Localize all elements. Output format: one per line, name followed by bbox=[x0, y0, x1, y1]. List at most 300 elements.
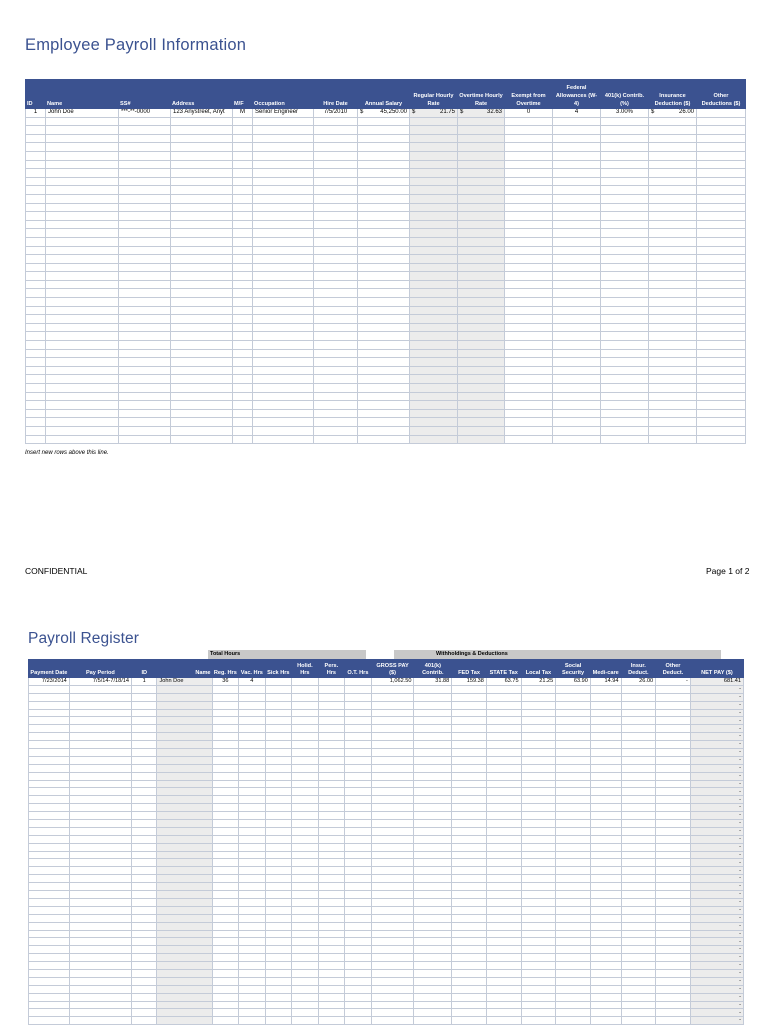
cell-name[interactable]: John Doe bbox=[157, 678, 212, 686]
empty-cell[interactable] bbox=[458, 426, 505, 435]
empty-cell[interactable] bbox=[345, 993, 372, 1001]
header-cell[interactable]: ID bbox=[26, 80, 46, 109]
empty-cell[interactable] bbox=[486, 741, 521, 749]
empty-cell[interactable] bbox=[452, 709, 487, 717]
empty-cell[interactable] bbox=[265, 772, 292, 780]
empty-cell[interactable] bbox=[621, 859, 656, 867]
empty-cell[interactable] bbox=[212, 788, 239, 796]
empty-cell[interactable] bbox=[556, 788, 591, 796]
empty-cell[interactable] bbox=[649, 298, 697, 307]
empty-cell[interactable] bbox=[601, 177, 649, 186]
cell-net-pay[interactable]: - bbox=[690, 780, 743, 788]
empty-cell[interactable] bbox=[414, 906, 452, 914]
empty-cell[interactable] bbox=[656, 804, 691, 812]
empty-cell[interactable] bbox=[345, 733, 372, 741]
empty-cell[interactable] bbox=[314, 263, 358, 272]
empty-cell[interactable] bbox=[458, 289, 505, 298]
empty-cell[interactable] bbox=[265, 1009, 292, 1017]
empty-cell[interactable] bbox=[69, 851, 131, 859]
empty-cell[interactable] bbox=[656, 875, 691, 883]
header-cell[interactable]: NET PAY ($) bbox=[690, 660, 743, 678]
empty-cell[interactable] bbox=[239, 898, 266, 906]
empty-cell[interactable] bbox=[212, 804, 239, 812]
empty-cell[interactable] bbox=[486, 914, 521, 922]
empty-cell[interactable] bbox=[171, 169, 233, 178]
cell-net-pay[interactable]: - bbox=[690, 1001, 743, 1009]
empty-cell[interactable] bbox=[157, 875, 212, 883]
empty-cell[interactable] bbox=[371, 851, 414, 859]
empty-cell[interactable] bbox=[621, 796, 656, 804]
empty-cell[interactable] bbox=[69, 788, 131, 796]
empty-cell[interactable] bbox=[414, 827, 452, 835]
empty-cell[interactable] bbox=[157, 946, 212, 954]
empty-cell[interactable] bbox=[292, 685, 319, 693]
empty-cell[interactable] bbox=[649, 229, 697, 238]
empty-cell[interactable] bbox=[314, 186, 358, 195]
empty-cell[interactable] bbox=[371, 962, 414, 970]
empty-cell[interactable] bbox=[171, 237, 233, 246]
empty-cell[interactable] bbox=[233, 272, 253, 281]
empty-cell[interactable] bbox=[649, 151, 697, 160]
empty-cell[interactable] bbox=[239, 820, 266, 828]
empty-cell[interactable] bbox=[621, 827, 656, 835]
cell-net-pay[interactable]: - bbox=[690, 835, 743, 843]
empty-cell[interactable] bbox=[697, 358, 746, 367]
empty-cell[interactable] bbox=[505, 169, 553, 178]
empty-cell[interactable] bbox=[212, 764, 239, 772]
cell-net-pay[interactable]: - bbox=[690, 685, 743, 693]
empty-cell[interactable] bbox=[292, 946, 319, 954]
empty-cell[interactable] bbox=[345, 764, 372, 772]
empty-cell[interactable] bbox=[239, 969, 266, 977]
header-cell[interactable]: 401(k) Contrib. (%) bbox=[601, 80, 649, 109]
empty-cell[interactable] bbox=[553, 418, 601, 427]
empty-cell[interactable] bbox=[458, 212, 505, 221]
empty-cell[interactable] bbox=[505, 298, 553, 307]
empty-cell[interactable] bbox=[171, 289, 233, 298]
empty-cell[interactable] bbox=[452, 883, 487, 891]
empty-cell[interactable] bbox=[556, 804, 591, 812]
empty-cell[interactable] bbox=[171, 177, 233, 186]
empty-cell[interactable] bbox=[414, 883, 452, 891]
empty-cell[interactable] bbox=[265, 796, 292, 804]
empty-cell[interactable] bbox=[132, 962, 157, 970]
empty-cell[interactable] bbox=[590, 772, 621, 780]
empty-cell[interactable] bbox=[505, 134, 553, 143]
empty-cell[interactable] bbox=[452, 954, 487, 962]
empty-cell[interactable] bbox=[486, 1001, 521, 1009]
empty-cell[interactable] bbox=[521, 693, 556, 701]
empty-cell[interactable] bbox=[458, 117, 505, 126]
empty-cell[interactable] bbox=[649, 409, 697, 418]
empty-cell[interactable] bbox=[132, 914, 157, 922]
empty-cell[interactable] bbox=[26, 409, 46, 418]
empty-cell[interactable] bbox=[292, 812, 319, 820]
empty-cell[interactable] bbox=[233, 392, 253, 401]
empty-cell[interactable] bbox=[46, 323, 119, 332]
empty-cell[interactable] bbox=[171, 143, 233, 152]
empty-cell[interactable] bbox=[157, 780, 212, 788]
empty-cell[interactable] bbox=[414, 859, 452, 867]
empty-cell[interactable] bbox=[649, 435, 697, 444]
empty-cell[interactable] bbox=[556, 733, 591, 741]
cell-mf[interactable]: M bbox=[233, 109, 253, 118]
empty-cell[interactable] bbox=[119, 220, 171, 229]
empty-cell[interactable] bbox=[26, 194, 46, 203]
empty-cell[interactable] bbox=[410, 237, 458, 246]
empty-cell[interactable] bbox=[649, 280, 697, 289]
empty-cell[interactable] bbox=[29, 969, 70, 977]
empty-cell[interactable] bbox=[371, 772, 414, 780]
empty-cell[interactable] bbox=[26, 151, 46, 160]
empty-cell[interactable] bbox=[119, 315, 171, 324]
empty-cell[interactable] bbox=[521, 859, 556, 867]
empty-cell[interactable] bbox=[314, 134, 358, 143]
empty-cell[interactable] bbox=[132, 969, 157, 977]
empty-cell[interactable] bbox=[486, 685, 521, 693]
empty-cell[interactable] bbox=[358, 332, 410, 341]
cell-vac-hrs[interactable]: 4 bbox=[239, 678, 266, 686]
empty-cell[interactable] bbox=[26, 401, 46, 410]
cell-ot-rate[interactable] bbox=[458, 109, 505, 118]
empty-cell[interactable] bbox=[26, 212, 46, 221]
empty-cell[interactable] bbox=[345, 891, 372, 899]
empty-cell[interactable] bbox=[505, 384, 553, 393]
empty-cell[interactable] bbox=[553, 298, 601, 307]
empty-cell[interactable] bbox=[292, 709, 319, 717]
empty-cell[interactable] bbox=[265, 962, 292, 970]
empty-cell[interactable] bbox=[292, 756, 319, 764]
empty-cell[interactable] bbox=[345, 859, 372, 867]
empty-cell[interactable] bbox=[157, 851, 212, 859]
empty-cell[interactable] bbox=[521, 756, 556, 764]
empty-cell[interactable] bbox=[505, 426, 553, 435]
empty-cell[interactable] bbox=[601, 435, 649, 444]
empty-cell[interactable] bbox=[505, 375, 553, 384]
empty-cell[interactable] bbox=[265, 725, 292, 733]
empty-cell[interactable] bbox=[239, 946, 266, 954]
empty-cell[interactable] bbox=[318, 851, 345, 859]
empty-cell[interactable] bbox=[292, 859, 319, 867]
empty-cell[interactable] bbox=[621, 812, 656, 820]
empty-cell[interactable] bbox=[314, 349, 358, 358]
empty-cell[interactable] bbox=[314, 169, 358, 178]
empty-cell[interactable] bbox=[621, 891, 656, 899]
header-cell[interactable]: GROSS PAY ($) bbox=[371, 660, 414, 678]
empty-cell[interactable] bbox=[46, 306, 119, 315]
empty-cell[interactable] bbox=[265, 906, 292, 914]
empty-cell[interactable] bbox=[239, 812, 266, 820]
empty-cell[interactable] bbox=[171, 392, 233, 401]
empty-cell[interactable] bbox=[233, 349, 253, 358]
empty-cell[interactable] bbox=[292, 898, 319, 906]
empty-cell[interactable] bbox=[358, 126, 410, 135]
empty-cell[interactable] bbox=[486, 993, 521, 1001]
empty-cell[interactable] bbox=[358, 426, 410, 435]
empty-cell[interactable] bbox=[649, 143, 697, 152]
empty-cell[interactable] bbox=[253, 255, 314, 264]
empty-cell[interactable] bbox=[697, 151, 746, 160]
empty-cell[interactable] bbox=[649, 349, 697, 358]
empty-cell[interactable] bbox=[649, 220, 697, 229]
empty-cell[interactable] bbox=[318, 1001, 345, 1009]
empty-cell[interactable] bbox=[621, 962, 656, 970]
empty-cell[interactable] bbox=[621, 709, 656, 717]
empty-cell[interactable] bbox=[697, 435, 746, 444]
empty-cell[interactable] bbox=[371, 1001, 414, 1009]
empty-cell[interactable] bbox=[233, 220, 253, 229]
empty-cell[interactable] bbox=[69, 906, 131, 914]
empty-cell[interactable] bbox=[314, 117, 358, 126]
empty-cell[interactable] bbox=[590, 1001, 621, 1009]
empty-cell[interactable] bbox=[371, 993, 414, 1001]
empty-cell[interactable] bbox=[239, 701, 266, 709]
empty-cell[interactable] bbox=[212, 733, 239, 741]
cell-net-pay[interactable]: - bbox=[690, 867, 743, 875]
empty-cell[interactable] bbox=[345, 985, 372, 993]
empty-cell[interactable] bbox=[553, 375, 601, 384]
empty-cell[interactable] bbox=[521, 843, 556, 851]
cell-gross-pay[interactable]: 1,062.50 bbox=[371, 678, 414, 686]
header-cell[interactable]: Pay Period bbox=[69, 660, 131, 678]
empty-cell[interactable] bbox=[452, 859, 487, 867]
empty-cell[interactable] bbox=[553, 151, 601, 160]
empty-cell[interactable] bbox=[371, 685, 414, 693]
empty-cell[interactable] bbox=[656, 725, 691, 733]
empty-cell[interactable] bbox=[29, 788, 70, 796]
empty-cell[interactable] bbox=[29, 804, 70, 812]
empty-cell[interactable] bbox=[157, 835, 212, 843]
empty-cell[interactable] bbox=[414, 993, 452, 1001]
header-cell[interactable]: STATE Tax bbox=[486, 660, 521, 678]
empty-cell[interactable] bbox=[486, 709, 521, 717]
empty-cell[interactable] bbox=[171, 151, 233, 160]
empty-cell[interactable] bbox=[371, 693, 414, 701]
empty-cell[interactable] bbox=[157, 685, 212, 693]
empty-cell[interactable] bbox=[410, 151, 458, 160]
empty-cell[interactable] bbox=[253, 177, 314, 186]
empty-cell[interactable] bbox=[486, 693, 521, 701]
empty-cell[interactable] bbox=[649, 134, 697, 143]
empty-cell[interactable] bbox=[157, 922, 212, 930]
empty-cell[interactable] bbox=[697, 255, 746, 264]
empty-cell[interactable] bbox=[621, 985, 656, 993]
empty-cell[interactable] bbox=[239, 749, 266, 757]
empty-cell[interactable] bbox=[119, 401, 171, 410]
empty-cell[interactable] bbox=[157, 741, 212, 749]
empty-cell[interactable] bbox=[458, 177, 505, 186]
empty-cell[interactable] bbox=[410, 169, 458, 178]
empty-cell[interactable] bbox=[69, 693, 131, 701]
empty-cell[interactable] bbox=[621, 914, 656, 922]
empty-cell[interactable] bbox=[521, 820, 556, 828]
empty-cell[interactable] bbox=[46, 332, 119, 341]
empty-cell[interactable] bbox=[590, 954, 621, 962]
empty-cell[interactable] bbox=[171, 220, 233, 229]
empty-cell[interactable] bbox=[233, 341, 253, 350]
empty-cell[interactable] bbox=[212, 701, 239, 709]
empty-cell[interactable] bbox=[410, 426, 458, 435]
empty-cell[interactable] bbox=[26, 280, 46, 289]
empty-cell[interactable] bbox=[46, 384, 119, 393]
empty-cell[interactable] bbox=[358, 298, 410, 307]
header-cell[interactable]: Exempt from Overtime bbox=[505, 80, 553, 109]
empty-cell[interactable] bbox=[69, 914, 131, 922]
empty-cell[interactable] bbox=[590, 843, 621, 851]
empty-cell[interactable] bbox=[371, 756, 414, 764]
empty-cell[interactable] bbox=[119, 117, 171, 126]
empty-cell[interactable] bbox=[26, 426, 46, 435]
empty-cell[interactable] bbox=[253, 375, 314, 384]
empty-cell[interactable] bbox=[29, 883, 70, 891]
empty-cell[interactable] bbox=[318, 733, 345, 741]
empty-cell[interactable] bbox=[556, 835, 591, 843]
empty-cell[interactable] bbox=[590, 938, 621, 946]
empty-cell[interactable] bbox=[358, 341, 410, 350]
empty-cell[interactable] bbox=[656, 867, 691, 875]
empty-cell[interactable] bbox=[157, 693, 212, 701]
empty-cell[interactable] bbox=[410, 315, 458, 324]
empty-cell[interactable] bbox=[601, 246, 649, 255]
empty-cell[interactable] bbox=[253, 134, 314, 143]
empty-cell[interactable] bbox=[46, 401, 119, 410]
empty-cell[interactable] bbox=[132, 922, 157, 930]
empty-cell[interactable] bbox=[656, 930, 691, 938]
empty-cell[interactable] bbox=[239, 914, 266, 922]
empty-cell[interactable] bbox=[601, 375, 649, 384]
empty-cell[interactable] bbox=[458, 220, 505, 229]
empty-cell[interactable] bbox=[318, 827, 345, 835]
empty-cell[interactable] bbox=[132, 741, 157, 749]
empty-cell[interactable] bbox=[314, 255, 358, 264]
empty-cell[interactable] bbox=[239, 835, 266, 843]
header-cell[interactable]: Other Deduct. bbox=[656, 660, 691, 678]
empty-cell[interactable] bbox=[358, 194, 410, 203]
empty-cell[interactable] bbox=[553, 194, 601, 203]
empty-cell[interactable] bbox=[505, 315, 553, 324]
empty-cell[interactable] bbox=[171, 194, 233, 203]
empty-cell[interactable] bbox=[69, 938, 131, 946]
empty-cell[interactable] bbox=[414, 733, 452, 741]
empty-cell[interactable] bbox=[157, 1001, 212, 1009]
empty-cell[interactable] bbox=[697, 160, 746, 169]
empty-cell[interactable] bbox=[358, 401, 410, 410]
empty-cell[interactable] bbox=[119, 229, 171, 238]
empty-cell[interactable] bbox=[697, 280, 746, 289]
empty-cell[interactable] bbox=[371, 969, 414, 977]
empty-cell[interactable] bbox=[649, 194, 697, 203]
empty-cell[interactable] bbox=[556, 946, 591, 954]
empty-cell[interactable] bbox=[590, 812, 621, 820]
empty-cell[interactable] bbox=[621, 898, 656, 906]
empty-cell[interactable] bbox=[157, 717, 212, 725]
empty-cell[interactable] bbox=[601, 341, 649, 350]
empty-cell[interactable] bbox=[265, 835, 292, 843]
empty-cell[interactable] bbox=[621, 1009, 656, 1017]
empty-cell[interactable] bbox=[292, 867, 319, 875]
empty-cell[interactable] bbox=[239, 891, 266, 899]
empty-cell[interactable] bbox=[157, 867, 212, 875]
empty-cell[interactable] bbox=[26, 392, 46, 401]
empty-cell[interactable] bbox=[253, 169, 314, 178]
empty-cell[interactable] bbox=[26, 298, 46, 307]
empty-cell[interactable] bbox=[253, 194, 314, 203]
cell-medicare[interactable]: 14.94 bbox=[590, 678, 621, 686]
empty-cell[interactable] bbox=[69, 1001, 131, 1009]
empty-cell[interactable] bbox=[292, 891, 319, 899]
empty-cell[interactable] bbox=[345, 709, 372, 717]
empty-cell[interactable] bbox=[414, 891, 452, 899]
empty-cell[interactable] bbox=[358, 255, 410, 264]
empty-cell[interactable] bbox=[371, 875, 414, 883]
empty-cell[interactable] bbox=[521, 741, 556, 749]
empty-cell[interactable] bbox=[556, 851, 591, 859]
empty-cell[interactable] bbox=[345, 930, 372, 938]
cell-net-pay[interactable]: - bbox=[690, 1009, 743, 1017]
empty-cell[interactable] bbox=[26, 143, 46, 152]
empty-cell[interactable] bbox=[656, 891, 691, 899]
empty-cell[interactable] bbox=[46, 237, 119, 246]
empty-cell[interactable] bbox=[212, 954, 239, 962]
empty-cell[interactable] bbox=[521, 764, 556, 772]
cell-contrib[interactable]: 3.00% bbox=[601, 109, 649, 118]
empty-cell[interactable] bbox=[521, 725, 556, 733]
empty-cell[interactable] bbox=[318, 914, 345, 922]
empty-cell[interactable] bbox=[414, 685, 452, 693]
empty-cell[interactable] bbox=[621, 883, 656, 891]
empty-cell[interactable] bbox=[521, 733, 556, 741]
empty-cell[interactable] bbox=[29, 780, 70, 788]
empty-cell[interactable] bbox=[157, 701, 212, 709]
empty-cell[interactable] bbox=[521, 962, 556, 970]
empty-cell[interactable] bbox=[621, 685, 656, 693]
cell-net-pay[interactable]: - bbox=[690, 914, 743, 922]
empty-cell[interactable] bbox=[46, 151, 119, 160]
empty-cell[interactable] bbox=[265, 709, 292, 717]
empty-cell[interactable] bbox=[656, 788, 691, 796]
cell-allowances[interactable]: 4 bbox=[553, 109, 601, 118]
empty-cell[interactable] bbox=[458, 384, 505, 393]
empty-cell[interactable] bbox=[452, 1009, 487, 1017]
empty-cell[interactable] bbox=[521, 898, 556, 906]
empty-cell[interactable] bbox=[697, 392, 746, 401]
empty-cell[interactable] bbox=[69, 985, 131, 993]
empty-cell[interactable] bbox=[358, 229, 410, 238]
empty-cell[interactable] bbox=[410, 289, 458, 298]
empty-cell[interactable] bbox=[233, 237, 253, 246]
empty-cell[interactable] bbox=[458, 366, 505, 375]
empty-cell[interactable] bbox=[119, 409, 171, 418]
empty-cell[interactable] bbox=[171, 332, 233, 341]
cell-pay-period[interactable]: 7/5/14-7/18/14 bbox=[69, 678, 131, 686]
empty-cell[interactable] bbox=[505, 358, 553, 367]
empty-cell[interactable] bbox=[69, 812, 131, 820]
empty-cell[interactable] bbox=[656, 922, 691, 930]
empty-cell[interactable] bbox=[590, 685, 621, 693]
empty-cell[interactable] bbox=[656, 764, 691, 772]
empty-cell[interactable] bbox=[358, 384, 410, 393]
cell-holid-hrs[interactable] bbox=[292, 678, 319, 686]
cell-net-pay[interactable]: - bbox=[690, 891, 743, 899]
empty-cell[interactable] bbox=[601, 194, 649, 203]
empty-cell[interactable] bbox=[171, 323, 233, 332]
empty-cell[interactable] bbox=[314, 194, 358, 203]
empty-cell[interactable] bbox=[314, 366, 358, 375]
empty-cell[interactable] bbox=[69, 859, 131, 867]
header-cell[interactable]: Payment Date bbox=[29, 660, 70, 678]
empty-cell[interactable] bbox=[318, 875, 345, 883]
empty-cell[interactable] bbox=[212, 1009, 239, 1017]
